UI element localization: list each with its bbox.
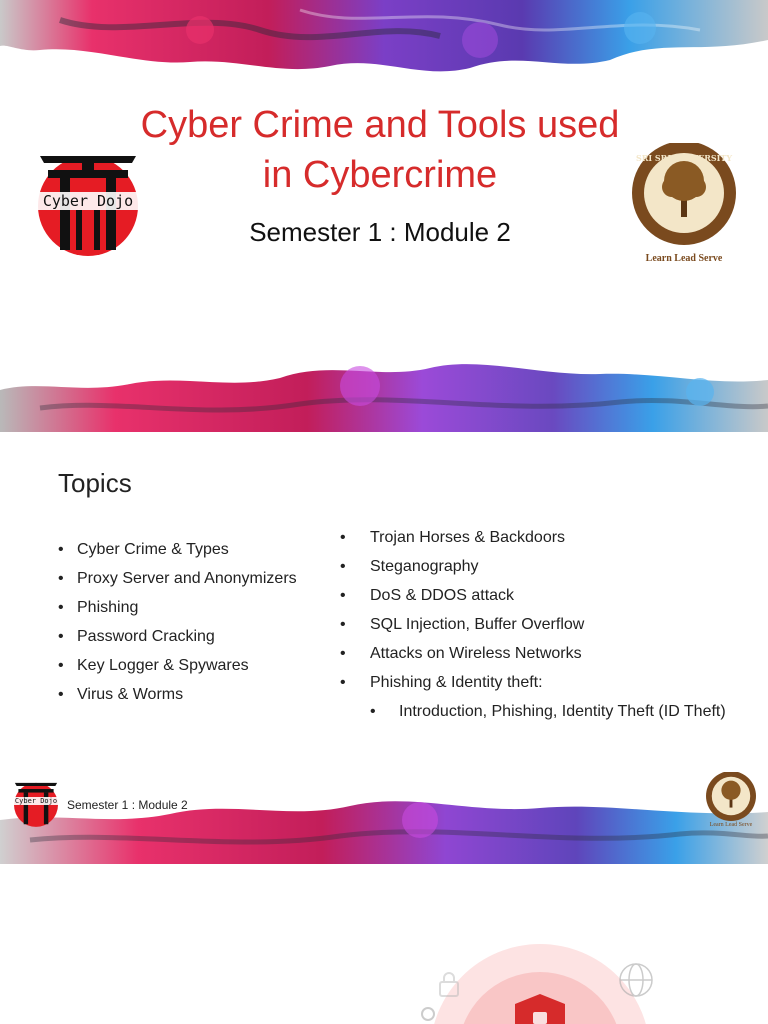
topics-list-left <box>58 535 297 709</box>
list-item: • Trojan Horses & Backdoors <box>340 529 566 546</box>
university-logo <box>628 143 740 264</box>
globe-icon <box>620 964 652 996</box>
university-tagline: Learn Lead Serve <box>709 822 753 828</box>
university-tagline: Learn Lead Serve <box>645 253 723 264</box>
cyber-illustration <box>0 864 768 1024</box>
list-item: • Cyber Crime & Types <box>58 541 229 558</box>
topics-list-right <box>340 523 726 726</box>
topics-slide <box>0 432 768 864</box>
dojo-logo-text: Cyber Dojo <box>38 192 138 210</box>
list-item: • Attacks on Wireless Networks <box>340 645 582 662</box>
partial-slide <box>0 864 768 1024</box>
list-item: • DoS & DDOS attack <box>340 587 515 604</box>
paint-splash-bottom <box>0 350 768 432</box>
tree-seal-icon <box>704 772 758 822</box>
university-name: SRI SRI UNIVERSITY <box>635 153 733 163</box>
list-item: • Proxy Server and Anonymizers <box>58 570 297 587</box>
list-item: • Phishing <box>58 599 139 616</box>
cyber-dojo-logo-small <box>14 780 58 833</box>
footer-text: Semester 1 : Module 2 <box>67 798 188 812</box>
list-item: • Virus & Worms <box>58 686 184 703</box>
list-item: • Phishing & Identity theft: <box>340 674 543 691</box>
title-slide <box>0 0 768 432</box>
university-logo-small <box>704 772 758 827</box>
page-subtitle: Semester 1 : Module 2 <box>249 217 511 247</box>
paint-splash-top <box>0 0 768 75</box>
page-title: Cyber Crime and Tools used in Cybercrime <box>140 104 620 196</box>
dojo-logo-text: Cyber Dojo <box>14 797 58 805</box>
list-item: • Key Logger & Spywares <box>58 657 249 674</box>
list-item: • Steganography <box>340 558 479 575</box>
topics-heading: Topics <box>58 468 132 498</box>
list-item: • SQL Injection, Buffer Overflow <box>340 616 585 633</box>
list-subitem: • Introduction, Phishing, Identity Theft (ID Theft) <box>370 703 726 720</box>
cyber-dojo-logo <box>38 150 138 263</box>
list-item: • Password Cracking <box>58 628 215 645</box>
